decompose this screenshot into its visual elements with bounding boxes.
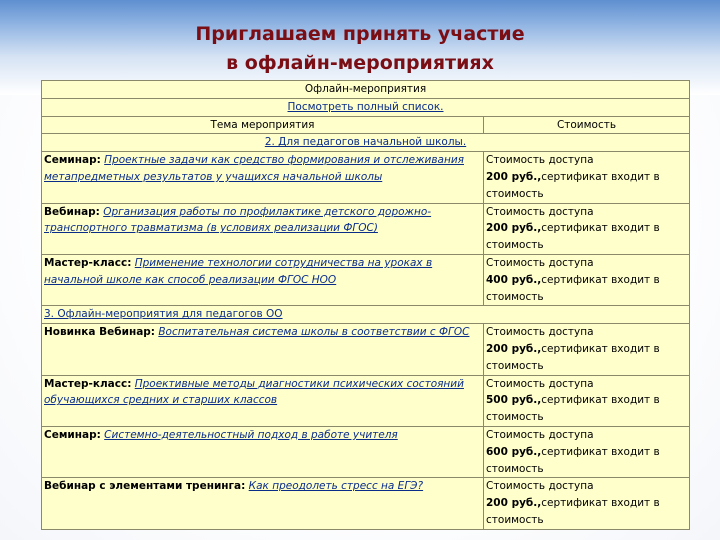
event-topic-cell — [42, 203, 484, 254]
event-type: Семинар: — [44, 154, 101, 167]
cost-label: Стоимость доступа — [486, 154, 594, 167]
full-list-row — [42, 98, 690, 116]
table-row — [42, 203, 690, 254]
page-title-line-2: в офлайн-мероприятиях — [226, 52, 494, 74]
cost-certificate: сертификат входит в — [541, 497, 660, 510]
event-cost-cell — [484, 152, 690, 203]
event-topic-link[interactable]: Системно-деятельностный подход в работе учителя — [104, 428, 398, 441]
cost-included: стоимость — [486, 239, 544, 252]
cost-certificate: сертификат входит в — [541, 342, 660, 355]
cost-amount: 200 руб., — [486, 342, 542, 355]
cost-included: стоимость — [486, 359, 544, 372]
event-type: Вебинар: — [44, 205, 100, 218]
cost-label: Стоимость доступа — [486, 480, 594, 493]
column-header-topic: Тема мероприятия — [42, 116, 484, 134]
table-row — [42, 324, 690, 375]
section-2-row — [42, 134, 690, 152]
event-topic-link[interactable]: Проективные методы диагностики психических состояний обучающихся средних и старших классов — [44, 377, 464, 407]
cost-label: Стоимость доступа — [486, 205, 594, 218]
cost-certificate: сертификат входит в — [541, 222, 660, 235]
cost-certificate: сертификат входит в — [541, 445, 660, 458]
event-type: Вебинар с элементами тренинга: — [44, 480, 246, 493]
cost-included: стоимость — [486, 462, 544, 475]
event-topic-link[interactable]: Применение технологии сотрудничества на уроках в начальной школе как способ реализации ФГОС НОО — [44, 256, 433, 286]
page-title — [0, 20, 720, 78]
event-topic-cell — [42, 152, 484, 203]
column-header-cost: Стоимость — [484, 116, 690, 134]
cost-included: стоимость — [486, 513, 544, 526]
events-table — [41, 80, 690, 530]
event-type: Мастер-класс: — [44, 377, 132, 390]
event-topic-cell — [42, 375, 484, 426]
event-cost-cell — [484, 478, 690, 529]
section-2-link[interactable]: 2. Для педагогов начальной школы. — [264, 136, 467, 149]
event-topic-link[interactable]: Как преодолеть стресс на ЕГЭ? — [248, 480, 424, 493]
event-cost-cell — [484, 203, 690, 254]
section-3-link[interactable]: 3. Офлайн-мероприятия для педагогов ОО — [44, 308, 283, 321]
event-type: Новинка Вебинар: — [44, 326, 155, 339]
table-row — [42, 152, 690, 203]
cost-label: Стоимость доступа — [486, 326, 594, 339]
table-row — [42, 478, 690, 529]
column-header-row — [42, 116, 690, 134]
event-topic-cell — [42, 254, 484, 305]
event-topic-cell — [42, 426, 484, 477]
event-topic-link[interactable]: Проектные задачи как средство формирования и отслеживания метапредметных результатов у учащихся начальной школы — [44, 154, 464, 183]
cost-amount: 200 руб., — [486, 170, 542, 183]
cost-label: Стоимость доступа — [486, 428, 594, 441]
cost-amount: 400 руб., — [486, 273, 542, 286]
cost-included: стоимость — [486, 187, 544, 200]
event-topic-link[interactable]: Воспитательная система школы в соответствии с ФГОС — [158, 326, 470, 339]
table-row — [42, 375, 690, 426]
cost-included: стоимость — [486, 411, 544, 424]
cost-amount: 600 руб., — [486, 445, 542, 458]
event-topic-link[interactable]: Организация работы по профилактике детского дорожно-транспортного травматизма (в условиях реализации ФГОС) — [44, 205, 432, 235]
event-topic-cell — [42, 324, 484, 375]
event-cost-cell — [484, 254, 690, 305]
table-row — [42, 254, 690, 305]
cost-amount: 200 руб., — [486, 497, 542, 510]
cost-included: стоимость — [486, 290, 544, 303]
page-title-line-1: Приглашаем принять участие — [195, 23, 525, 45]
table-row — [42, 426, 690, 477]
cost-amount: 200 руб., — [486, 222, 542, 235]
event-cost-cell — [484, 375, 690, 426]
event-cost-cell — [484, 324, 690, 375]
section-3-row — [42, 306, 690, 324]
table-title-row — [42, 81, 690, 99]
event-topic-cell — [42, 478, 484, 529]
event-type: Мастер-класс: — [44, 256, 132, 269]
event-type: Семинар: — [44, 428, 101, 441]
cost-label: Стоимость доступа — [486, 377, 594, 390]
cost-certificate: сертификат входит в — [541, 273, 660, 286]
full-list-link[interactable]: Посмотреть полный список. — [287, 100, 444, 113]
cost-amount: 500 руб., — [486, 394, 542, 407]
cost-certificate: сертификат входит в — [541, 170, 660, 183]
table-title: Офлайн-мероприятия — [42, 81, 690, 99]
cost-certificate: сертификат входит в — [541, 394, 660, 407]
event-cost-cell — [484, 426, 690, 477]
cost-label: Стоимость доступа — [486, 256, 594, 269]
